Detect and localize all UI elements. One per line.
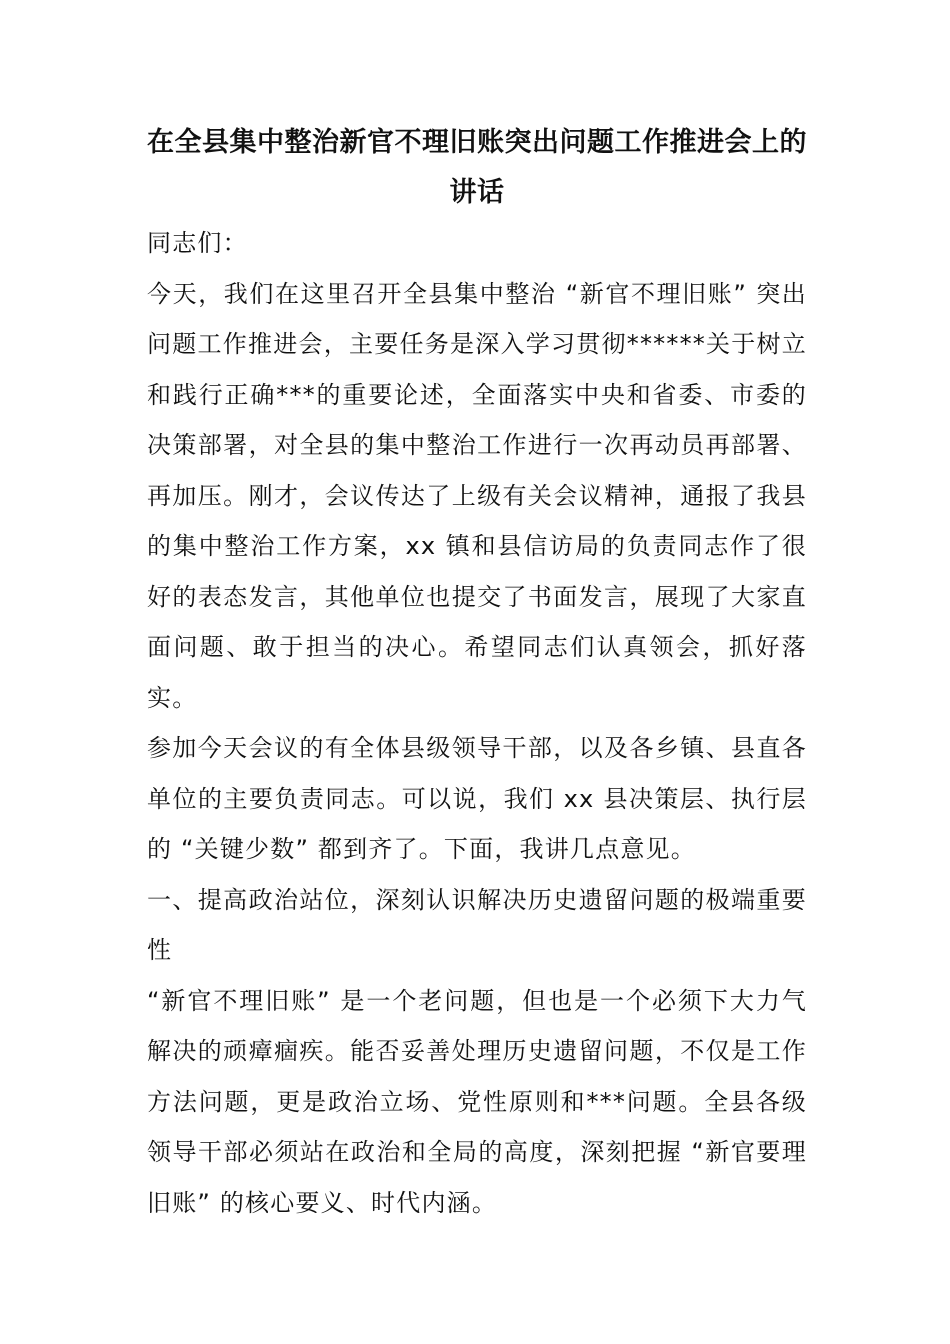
paragraph-attendance: 参加今天会议的有全体县级领导干部，以及各乡镇、县直各单位的主要负责同志。可以说，我们 xx 县决策层、执行层的 “关键少数” 都到齐了。下面，我讲几点意见。	[147, 734, 807, 863]
document-title: 在全县集中整治新官不理旧账突出问题工作推进会上的讲话	[147, 127, 807, 208]
paragraph-opening: 今天，我们在这里召开全县集中整治 “新官不理旧账” 突出问题工作推进会，主要任务是深入学习贯彻******关于树立和践行正确***的重要论述，全面落实中央和省委、市委的决策部署，对全县的集中整治工作进行一次再动员再部署、再加压。刚才，会议传达了上级有关会议精神，通报了我县的集中整治工作方案，xx 镇和县信访局的负责同志作了很好的表态发言，其他单位也提交了书面发言，展现了大家直面问题、敢于担当的决心。希望同志们认真领会，抓好落实。	[147, 279, 807, 712]
section-heading-1: 一、提高政治站位，深刻认识解决历史遗留问题的极端重要性	[147, 885, 807, 964]
document-page	[147, 118, 807, 1228]
salutation: 同志们：	[147, 229, 248, 257]
paragraph-section-1: “新官不理旧账” 是一个老问题，但也是一个必须下大力气解决的顽瘴痼疾。能否妥善处理历史遗留问题，不仅是工作方法问题，更是政治立场、党性原则和***问题。全县各级领导干部必须站在政治和全局的高度，深刻把握 “新官要理旧账” 的核心要义、时代内涵。	[147, 986, 807, 1217]
